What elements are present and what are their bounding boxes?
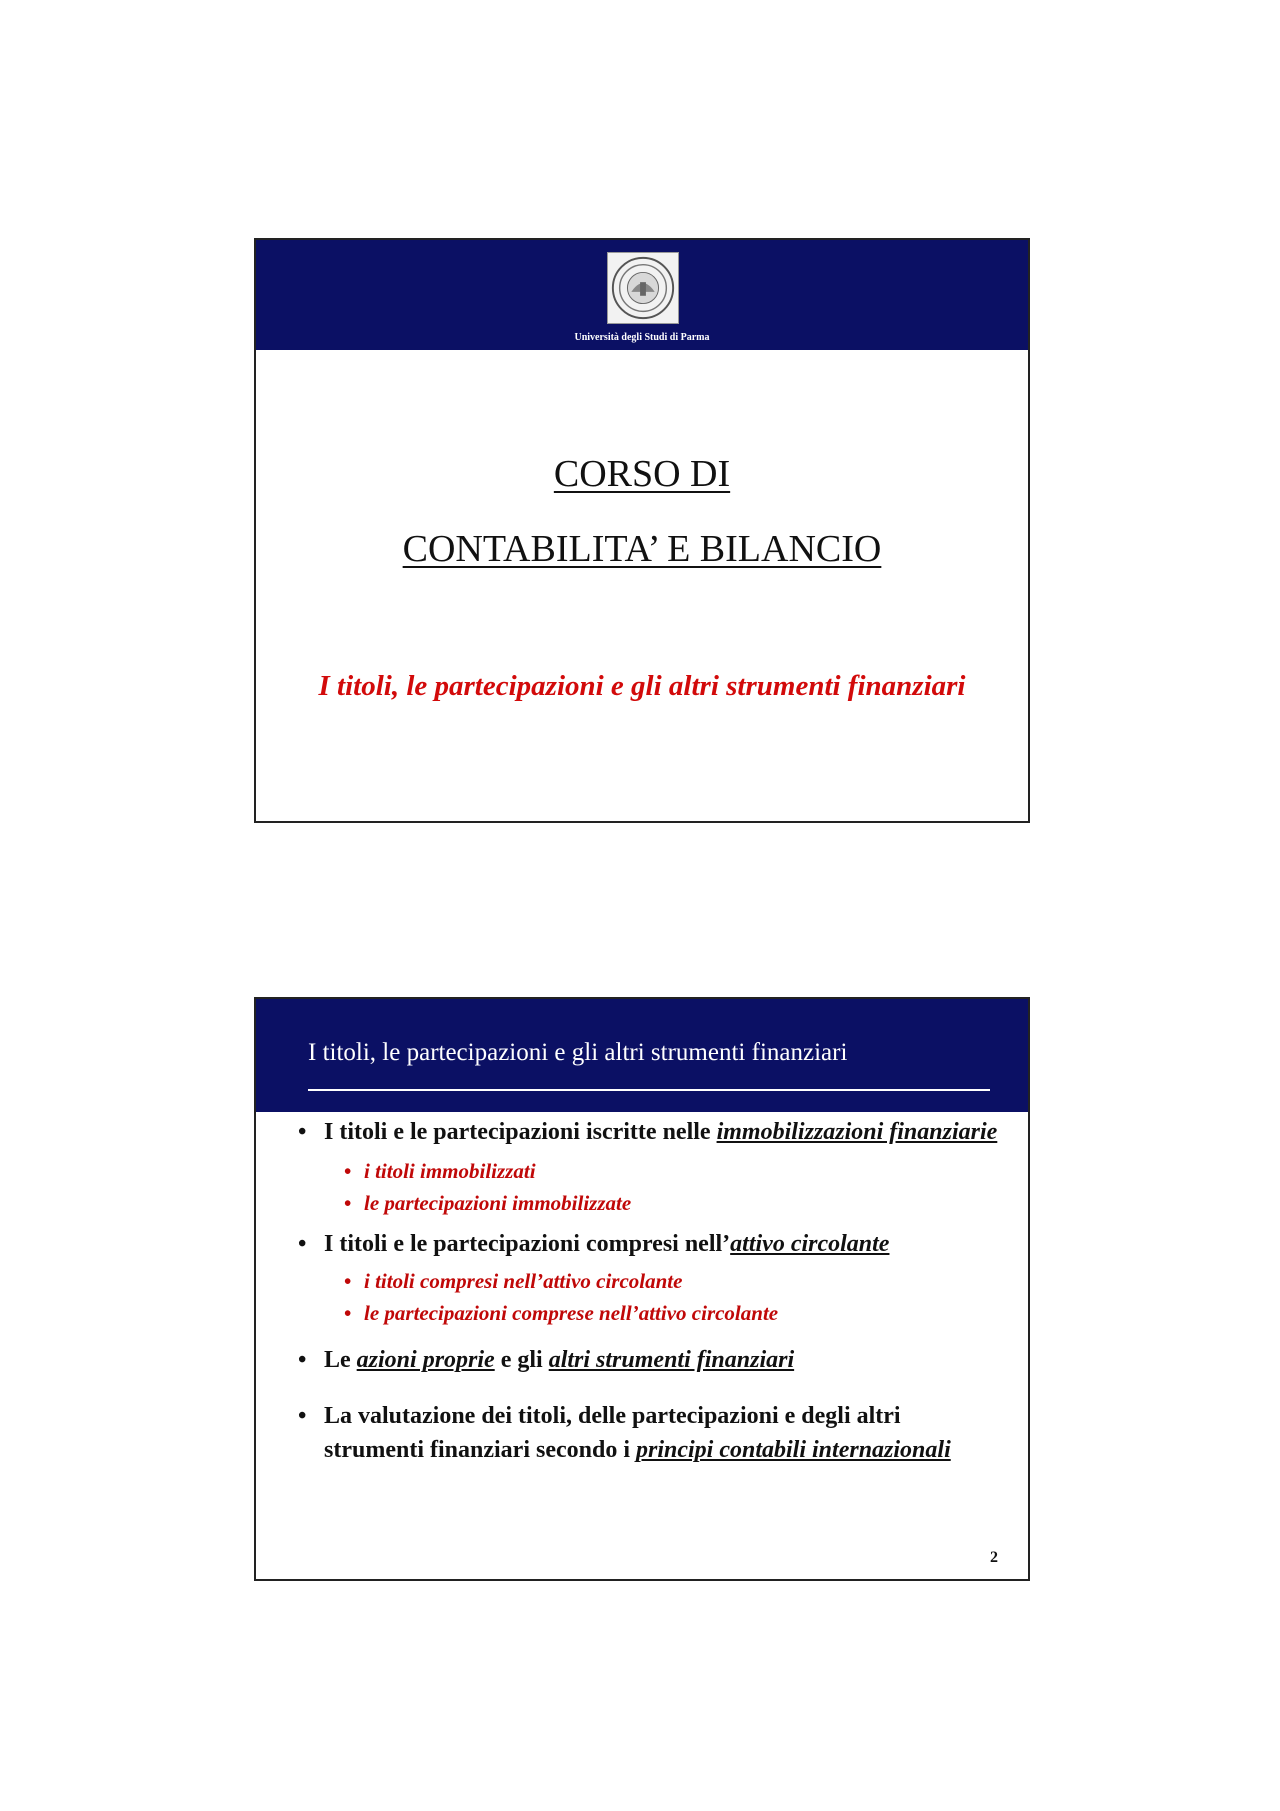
bullet-emphasis: altri strumenti finanziari: [548, 1347, 795, 1373]
bullet-emphasis: azioni proprie: [356, 1347, 495, 1373]
bullet-emphasis: principi contabili internazionali: [636, 1437, 951, 1463]
university-name: Università degli Studi di Parma: [574, 332, 710, 343]
bullet-icon: •: [298, 1347, 307, 1373]
sub-bullet-icon: •: [344, 1301, 352, 1325]
slide-2: [254, 997, 1030, 1581]
course-title-line-1: CORSO DI: [553, 453, 731, 495]
bullet-icon: •: [298, 1119, 307, 1145]
sub-bullet-item: [298, 1187, 998, 1219]
slide-1-subtitle: I titoli, le partecipazioni e gli altri strumenti finanziari: [318, 670, 966, 702]
sub-bullet-item: [298, 1265, 998, 1297]
bullet-emphasis: attivo circolante: [730, 1231, 890, 1257]
bullet-text: e gli: [494, 1347, 549, 1373]
sub-bullet-text: le partecipazioni comprese nell’attivo circolante: [364, 1301, 779, 1325]
bullet-text: Le: [324, 1347, 357, 1373]
bullet-text: I titoli e le partecipazioni compresi nell’: [324, 1231, 731, 1257]
course-title-line-2: CONTABILITA’ E BILANCIO: [402, 528, 882, 570]
bullet-icon: •: [298, 1403, 307, 1429]
slide-2-title: I titoli, le partecipazioni e gli altri strumenti finanziari: [308, 1039, 848, 1066]
sub-bullet-icon: •: [344, 1159, 352, 1183]
slide-2-header: [256, 999, 1028, 1112]
slide-1: [254, 238, 1030, 823]
sub-bullet-text: i titoli immobilizzati: [364, 1159, 536, 1183]
bullet-text: I titoli e le partecipazioni iscritte nelle: [324, 1119, 717, 1145]
sub-bullet-icon: •: [344, 1269, 352, 1293]
bullet-text: La valutazione dei titoli, delle partecipazioni e degli altri strumenti finanziari secondo i: [324, 1403, 901, 1463]
bullet-emphasis: immobilizzazioni finanziarie: [716, 1119, 998, 1145]
sub-bullet-text: le partecipazioni immobilizzate: [364, 1191, 632, 1215]
sub-bullet-item: [298, 1297, 998, 1329]
bullet-item: [298, 1227, 998, 1261]
bullet-icon: •: [298, 1231, 307, 1257]
slide-1-header: [256, 240, 1028, 350]
page-number: 2: [990, 1549, 998, 1566]
bullet-item: [298, 1115, 998, 1149]
header-divider: [308, 1089, 990, 1091]
sub-bullet-text: i titoli compresi nell’attivo circolante: [364, 1269, 683, 1293]
bullet-item: [298, 1399, 998, 1467]
slide-2-content: [298, 1115, 998, 1467]
sub-bullet-icon: •: [344, 1191, 352, 1215]
university-seal-icon: [607, 252, 679, 324]
sub-bullet-item: [298, 1155, 998, 1187]
bullet-item: [298, 1343, 998, 1377]
